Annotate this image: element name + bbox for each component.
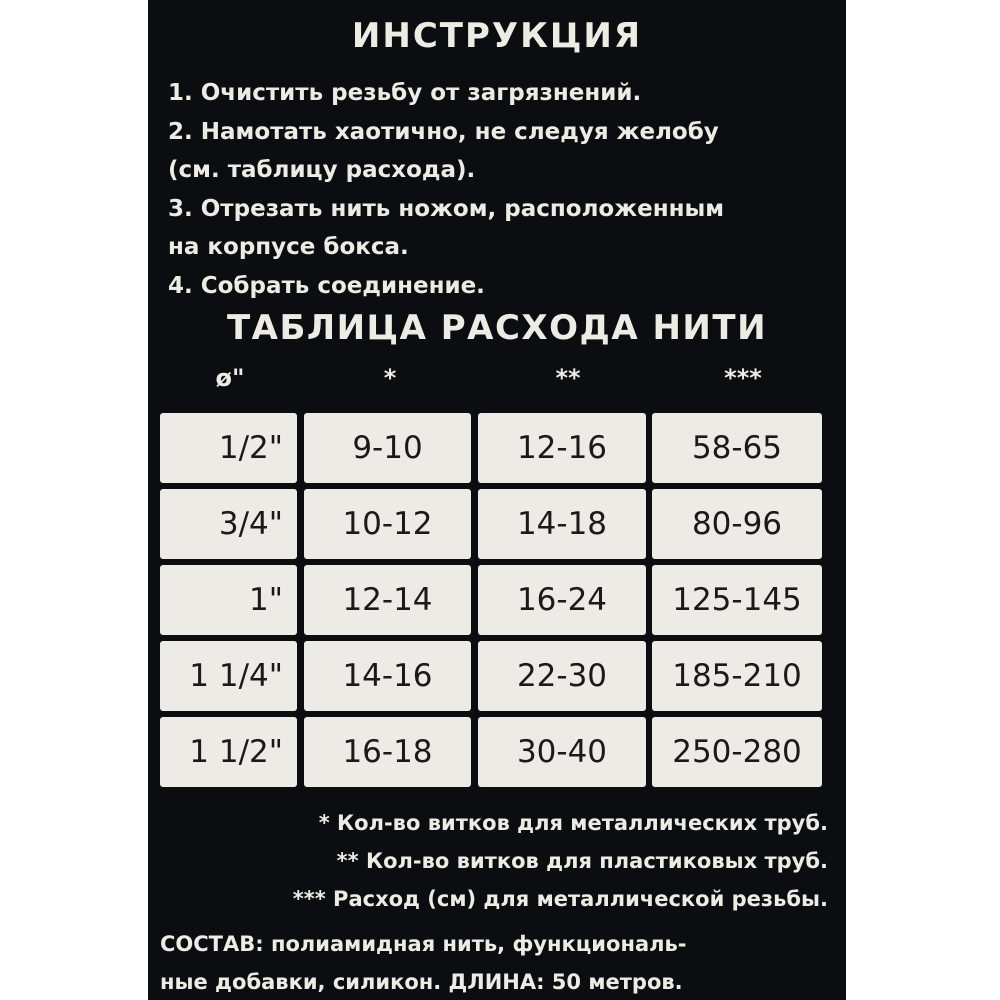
instruction-title: ИНСТРУКЦИЯ — [351, 16, 643, 56]
header-metal-turns: * — [383, 364, 397, 392]
footnotes — [158, 804, 828, 918]
table-cell-plastic: 22-30 — [478, 641, 646, 711]
footnote-plastic-turns: ** Кол-во витков для пластиковых труб. — [336, 849, 828, 873]
composition-line-2: ные добавки, силикон. ДЛИНА: 50 метров. — [160, 970, 683, 994]
table-cell-size: 1" — [160, 565, 297, 635]
table-cell-plastic: 12-16 — [478, 413, 646, 483]
instruction-steps — [168, 74, 838, 305]
header-diameter: ø" — [215, 364, 245, 392]
table-cell-metal: 10-12 — [304, 489, 471, 559]
header-consumption: *** — [724, 364, 762, 392]
composition-line-1: СОСТАВ: полиамидная нить, функциональ- — [160, 932, 687, 956]
table-cell-plastic: 14-18 — [478, 489, 646, 559]
table-cell-size: 1 1/4" — [160, 641, 297, 711]
step-2: 2. Намотать хаотично, не следуя желобу — [168, 118, 719, 145]
table-cell-metal: 12-14 — [304, 565, 471, 635]
table-title: ТАБЛИЦА РАСХОДА НИТИ — [226, 308, 768, 348]
table-cell-plastic: 30-40 — [478, 717, 646, 787]
composition — [160, 925, 830, 1000]
table-cell-consumption: 125-145 — [652, 565, 822, 635]
table-cell-size: 1 1/2" — [160, 717, 297, 787]
step-3-continued: на корпусе бокса. — [168, 234, 409, 260]
table-cell-size: 3/4" — [160, 489, 297, 559]
table-cell-consumption: 58-65 — [652, 413, 822, 483]
table-cell-plastic: 16-24 — [478, 565, 646, 635]
step-1: 1. Очистить резьбу от загрязнений. — [168, 80, 642, 106]
step-2-continued: (см. таблицу расхода). — [168, 157, 476, 183]
table-cell-consumption: 80-96 — [652, 489, 822, 559]
instruction-label — [148, 0, 846, 1000]
table-cell-metal: 16-18 — [304, 717, 471, 787]
table-cell-size: 1/2" — [160, 413, 297, 483]
header-plastic-turns: ** — [555, 364, 581, 392]
footnote-metal-turns: * Кол-во витков для металлических труб. — [318, 811, 828, 835]
table-cell-metal: 14-16 — [304, 641, 471, 711]
table-cell-metal: 9-10 — [304, 413, 471, 483]
footnote-consumption: *** Расход (см) для металлической резьбы. — [292, 887, 828, 911]
table-cell-consumption: 185-210 — [652, 641, 822, 711]
table-cell-consumption: 250-280 — [652, 717, 822, 787]
step-4: 4. Собрать соединение. — [168, 272, 485, 299]
step-3: 3. Отрезать нить ножом, расположенным — [168, 195, 725, 222]
